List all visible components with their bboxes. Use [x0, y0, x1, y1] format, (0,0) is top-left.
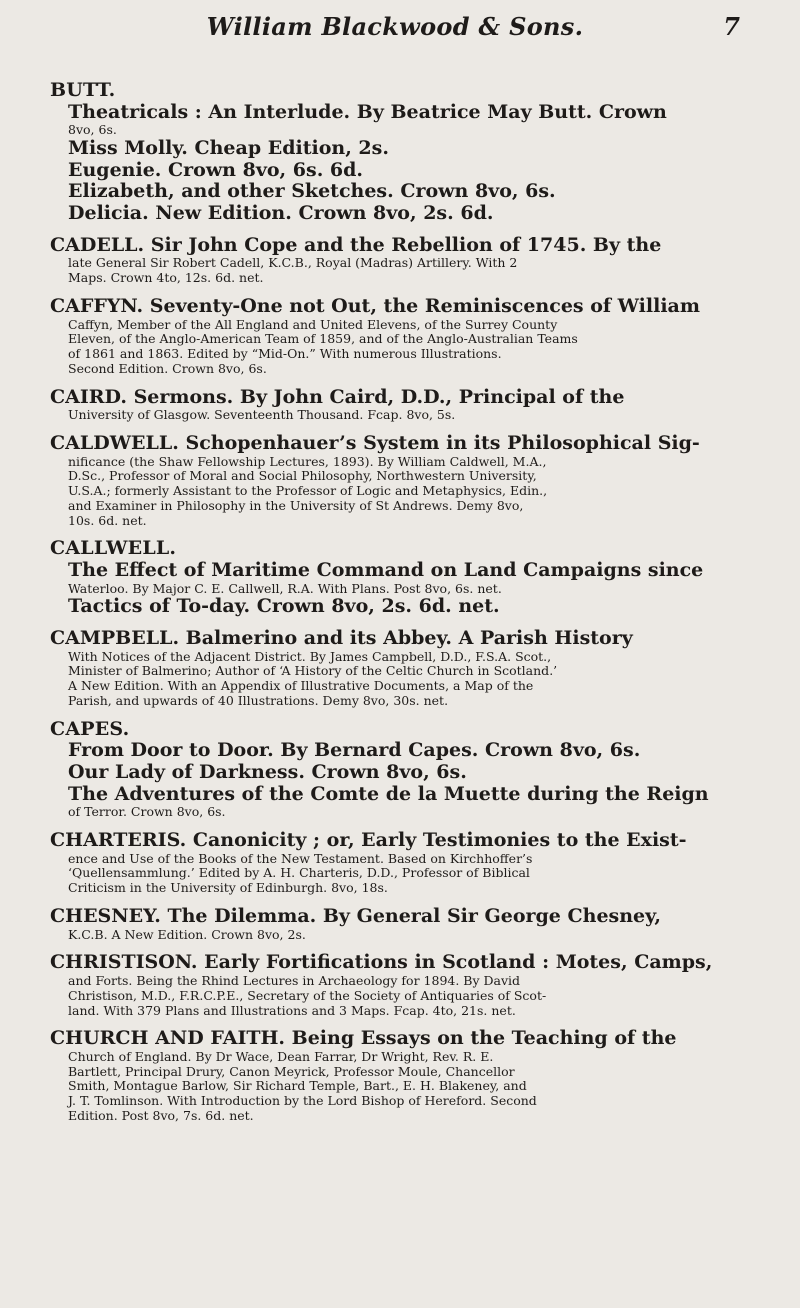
running-head: William Blackwood & Sons.	[206, 12, 584, 41]
entry-heading-line: CAIRD. Sermons. By John Caird, D.D., Principal of the	[50, 385, 625, 408]
catalogue-entry-chesney	[50, 906, 766, 942]
catalogue-entry-caffyn	[50, 296, 766, 377]
entry-heading-line: CAPES.	[50, 717, 130, 740]
entry-text-line: Bartlett, Principal Drury, Canon Meyrick, Professor Moule, Chancellor	[68, 1063, 515, 1079]
entry-text-line: Elizabeth, and other Sketches. Crown 8vo, 6s.	[68, 180, 556, 203]
entry-text-line: Edition. Post 8vo, 7s. 6d. net.	[68, 1107, 254, 1123]
entry-text-line: Miss Molly. Cheap Edition, 2s.	[68, 137, 389, 160]
entry-text-line: The Effect of Maritime Command on Land Campaigns since	[68, 558, 704, 581]
entry-text-line: Eleven, of the Anglo-American Team of 1859, and of the Anglo-Australian Teams	[68, 331, 578, 347]
entry-text-line: Church of England. By Dr Wace, Dean Farrar, Dr Wright, Rev. R. E.	[68, 1048, 494, 1064]
entry-text-line: U.S.A.; formerly Assistant to the Professor of Logic and Metaphysics, Edin.,	[68, 483, 548, 499]
entry-text-line: and Examiner in Philosophy in the University of St Andrews. Demy 8vo,	[68, 497, 524, 513]
entry-text-line: Minister of Balmerino; Author of ‘A History of the Celtic Church in Scotland.’	[68, 663, 558, 679]
entry-heading-line: CALLWELL.	[50, 537, 177, 560]
catalogue-entry-caldwell	[50, 433, 766, 528]
entry-text-line: K.C.B. A New Edition. Crown 8vo, 2s.	[68, 926, 306, 942]
entry-heading-line: BUTT.	[50, 79, 116, 101]
entry-heading-line: CAMPBELL. Balmerino and its Abbey. A Parish History	[50, 627, 633, 650]
entry-text-line: D.Sc., Professor of Moral and Social Philosophy, Northwestern University,	[68, 468, 537, 484]
entry-text-line: of Terror. Crown 8vo, 6s.	[68, 804, 226, 820]
entry-text-line: Tactics of To-day. Crown 8vo, 2s. 6d. net.	[68, 595, 500, 618]
catalogue-entry-butt	[50, 80, 766, 225]
entry-text-line: A New Edition. With an Appendix of Illustrative Documents, a Map of the	[68, 678, 534, 694]
entry-text-line: University of Glasgow. Seventeenth Thousand. Fcap. 8vo, 5s.	[68, 407, 456, 423]
catalogue-entry-callwell	[50, 538, 766, 618]
catalogue-entry-capes	[50, 719, 766, 820]
entry-text-line: 8vo, 6s.	[68, 122, 117, 138]
page-header	[50, 8, 740, 64]
entry-heading-line: CHRISTISON. Early Fortifications in Scotland : Motes, Camps,	[50, 951, 713, 974]
entry-text-line: Caffyn, Member of the All England and United Elevens, of the Surrey County	[68, 316, 558, 332]
entry-text-line: Criticism in the University of Edinburgh. 8vo, 18s.	[68, 880, 388, 896]
entry-text-line: Delicia. New Edition. Crown 8vo, 2s. 6d.	[68, 202, 494, 225]
entry-text-line: The Adventures of the Comte de la Muette during the Reign	[68, 782, 709, 805]
entry-heading-line: CHARTERIS. Canonicity ; or, Early Testimonies to the Exist-	[50, 829, 687, 852]
catalogue-entry-charteris	[50, 830, 766, 896]
entry-heading-line: CALDWELL. Schopenhauer’s System in its Philosophical Sig-	[50, 431, 700, 454]
page-number: 7	[723, 12, 740, 41]
entry-text-line: Our Lady of Darkness. Crown 8vo, 6s.	[68, 761, 467, 783]
entry-heading-line: CHURCH AND FAITH. Being Essays on the Teaching of the	[50, 1027, 677, 1050]
entry-text-line: From Door to Door. By Bernard Capes. Crown 8vo, 6s.	[68, 739, 641, 762]
catalogue-entries	[50, 80, 766, 1134]
entry-text-line: Eugenie. Crown 8vo, 6s. 6d.	[68, 158, 364, 181]
catalogue-entry-church	[50, 1028, 766, 1123]
entry-text-line: Theatricals : An Interlude. By Beatrice May Butt. Crown	[68, 100, 667, 123]
entry-text-line: and Forts. Being the Rhind Lectures in Archaeology for 1894. By David	[68, 973, 521, 989]
entry-text-line: 10s. 6d. net.	[68, 512, 147, 528]
entry-text-line: With Notices of the Adjacent District. By James Campbell, D.D., F.S.A. Scot.,	[68, 648, 552, 664]
entry-text-line: Parish, and upwards of 40 Illustrations. Demy 8vo, 30s. net.	[68, 692, 449, 708]
entry-text-line: Waterloo. By Major C. E. Callwell, R.A. With Plans. Post 8vo, 6s. net.	[68, 580, 502, 596]
entry-text-line: Smith, Montague Barlow, Sir Richard Temple, Bart., E. H. Blakeney, and	[68, 1078, 527, 1094]
entry-text-line: J. T. Tomlinson. With Introduction by the Lord Bishop of Hereford. Second	[68, 1093, 537, 1109]
catalogue-entry-cadell	[50, 235, 766, 286]
catalogue-entry-campbell	[50, 628, 766, 709]
entry-text-line: Second Edition. Crown 8vo, 6s.	[68, 360, 267, 376]
entry-text-line: ‘Quellensammlung.’ Edited by A. H. Charteris, D.D., Professor of Biblical	[68, 865, 530, 881]
catalogue-entry-christison	[50, 952, 766, 1018]
entry-text-line: of 1861 and 1863. Edited by “Mid-On.” With numerous Illustrations.	[68, 346, 502, 361]
entry-text-line: nificance (the Shaw Fellowship Lectures, 1893). By William Caldwell, M.A.,	[68, 453, 547, 469]
entry-heading-line: CAFFYN. Seventy-One not Out, the Reminiscences of William	[50, 294, 700, 317]
entry-heading-line: CADELL. Sir John Cope and the Rebellion of 1745. By the	[50, 233, 662, 256]
entry-text-line: land. With 379 Plans and Illustrations and 3 Maps. Fcap. 4to, 21s. net.	[68, 1002, 516, 1018]
entry-text-line: Maps. Crown 4to, 12s. 6d. net.	[68, 270, 264, 286]
entry-text-line: ence and Use of the Books of the New Testament. Based on Kirchhoffer’s	[68, 850, 533, 866]
entry-heading-line: CHESNEY. The Dilemma. By General Sir George Chesney,	[50, 904, 661, 927]
catalogue-entry-caird	[50, 387, 766, 423]
entry-text-line: Christison, M.D., F.R.C.P.E., Secretary of the Society of Antiquaries of Scot-	[68, 987, 547, 1003]
entry-text-line: late General Sir Robert Cadell, K.C.B., Royal (Madras) Artillery. With 2	[68, 255, 518, 271]
